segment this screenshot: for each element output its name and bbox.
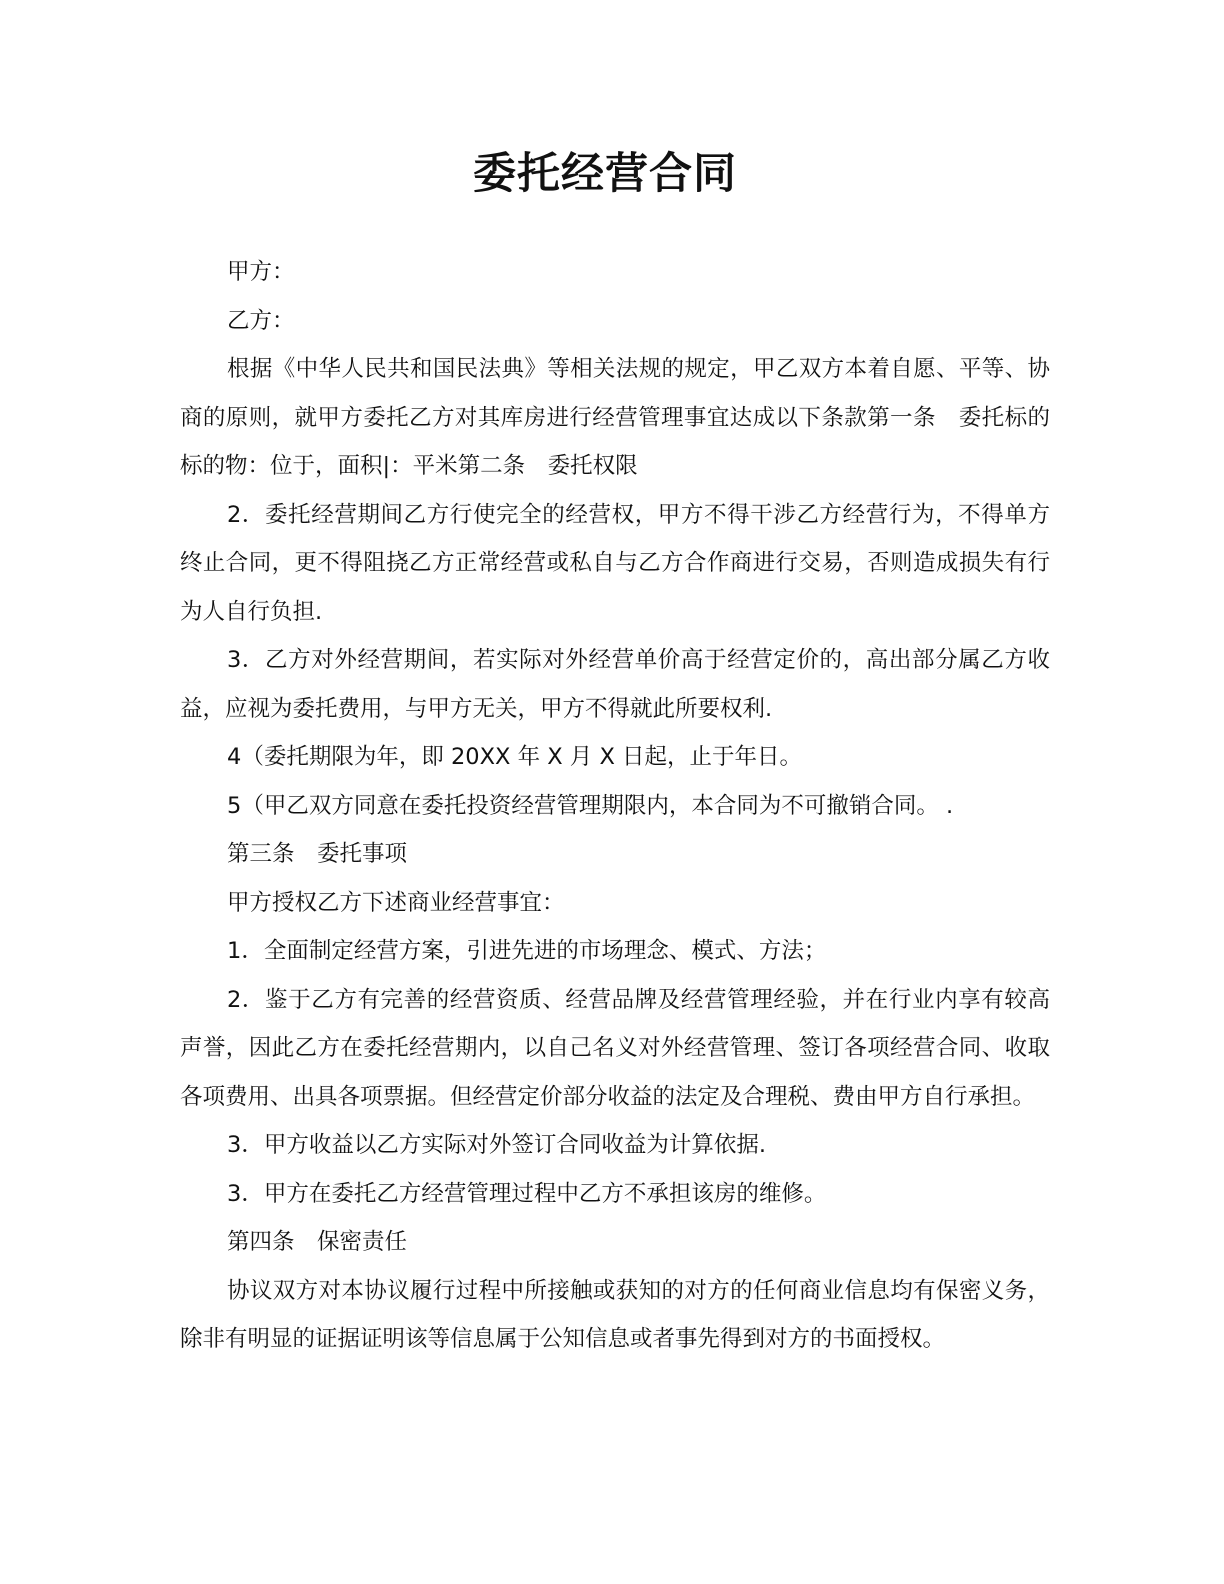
document-title: 委托经营合同 (473, 149, 737, 199)
party-b-line: 乙方： (227, 307, 295, 334)
clause-2-5-paragraph: 5（甲乙双方同意在委托投资经营管理期限内，本合同为不可撤销合同。 . (227, 792, 954, 819)
article-4-heading: 第四条 保密责任 (227, 1229, 408, 1255)
clause-3-1-paragraph: 1．全面制定经营方案，引进先进的市场理念、模式、方法； (227, 938, 827, 964)
clause-2-3-paragraph: 3．乙方对外经营期间，若实际对外经营单价高于经营定价的，高出部分属乙方收益，应视为委托费用，与甲方无关，甲方不得就此所要权利. (180, 647, 1050, 722)
preamble-paragraph: 根据《中华人民共和国民法典》等相关法规的规定，甲乙双方本着自愿、平等、协商的原则，就甲方委托乙方对其库房进行经营管理事宜达成以下条款第一条 委托标的 标的物：位于，面积|：平米第二条 委托权限 (180, 356, 1050, 479)
article-3-heading: 第三条 委托事项 (227, 841, 408, 867)
article-3-intro: 甲方授权乙方下述商业经营事宜： (227, 889, 565, 916)
clause-3-2-paragraph: 2．鉴于乙方有完善的经营资质、经营品牌及经营管理经验，并在行业内享有较高声誉，因此乙方在委托经营期内，以自己名义对外经营管理、签订各项经营合同、收取各项费用、出具各项票据。但经营定价部分收益的法定及合理税、费由甲方自行承担。 (180, 986, 1050, 1110)
clause-3-3-paragraph: 3．甲方收益以乙方实际对外签订合同收益为计算依据. (227, 1132, 766, 1158)
document-body (180, 248, 1050, 1364)
clause-2-2-paragraph: 2．委托经营期间乙方行使完全的经营权，甲方不得干涉乙方经营行为，不得单方终止合同，更不得阻挠乙方正常经营或私自与乙方合作商进行交易，否则造成损失有行为人自行负担. (180, 501, 1050, 625)
clause-2-4-paragraph: 4（委托期限为年，即 20XX 年 X 月 X 日起，止于年日。 (227, 744, 803, 770)
party-a-line: 甲方： (227, 259, 295, 285)
confidentiality-paragraph: 协议双方对本协议履行过程中所接触或获知的对方的任何商业信息均有保密义务，除非有明显的证据证明该等信息属于公知信息或者事先得到对方的书面授权。 (180, 1277, 1050, 1352)
clause-3-3b-paragraph: 3．甲方在委托乙方经营管理过程中乙方不承担该房的维修。 (227, 1180, 827, 1207)
